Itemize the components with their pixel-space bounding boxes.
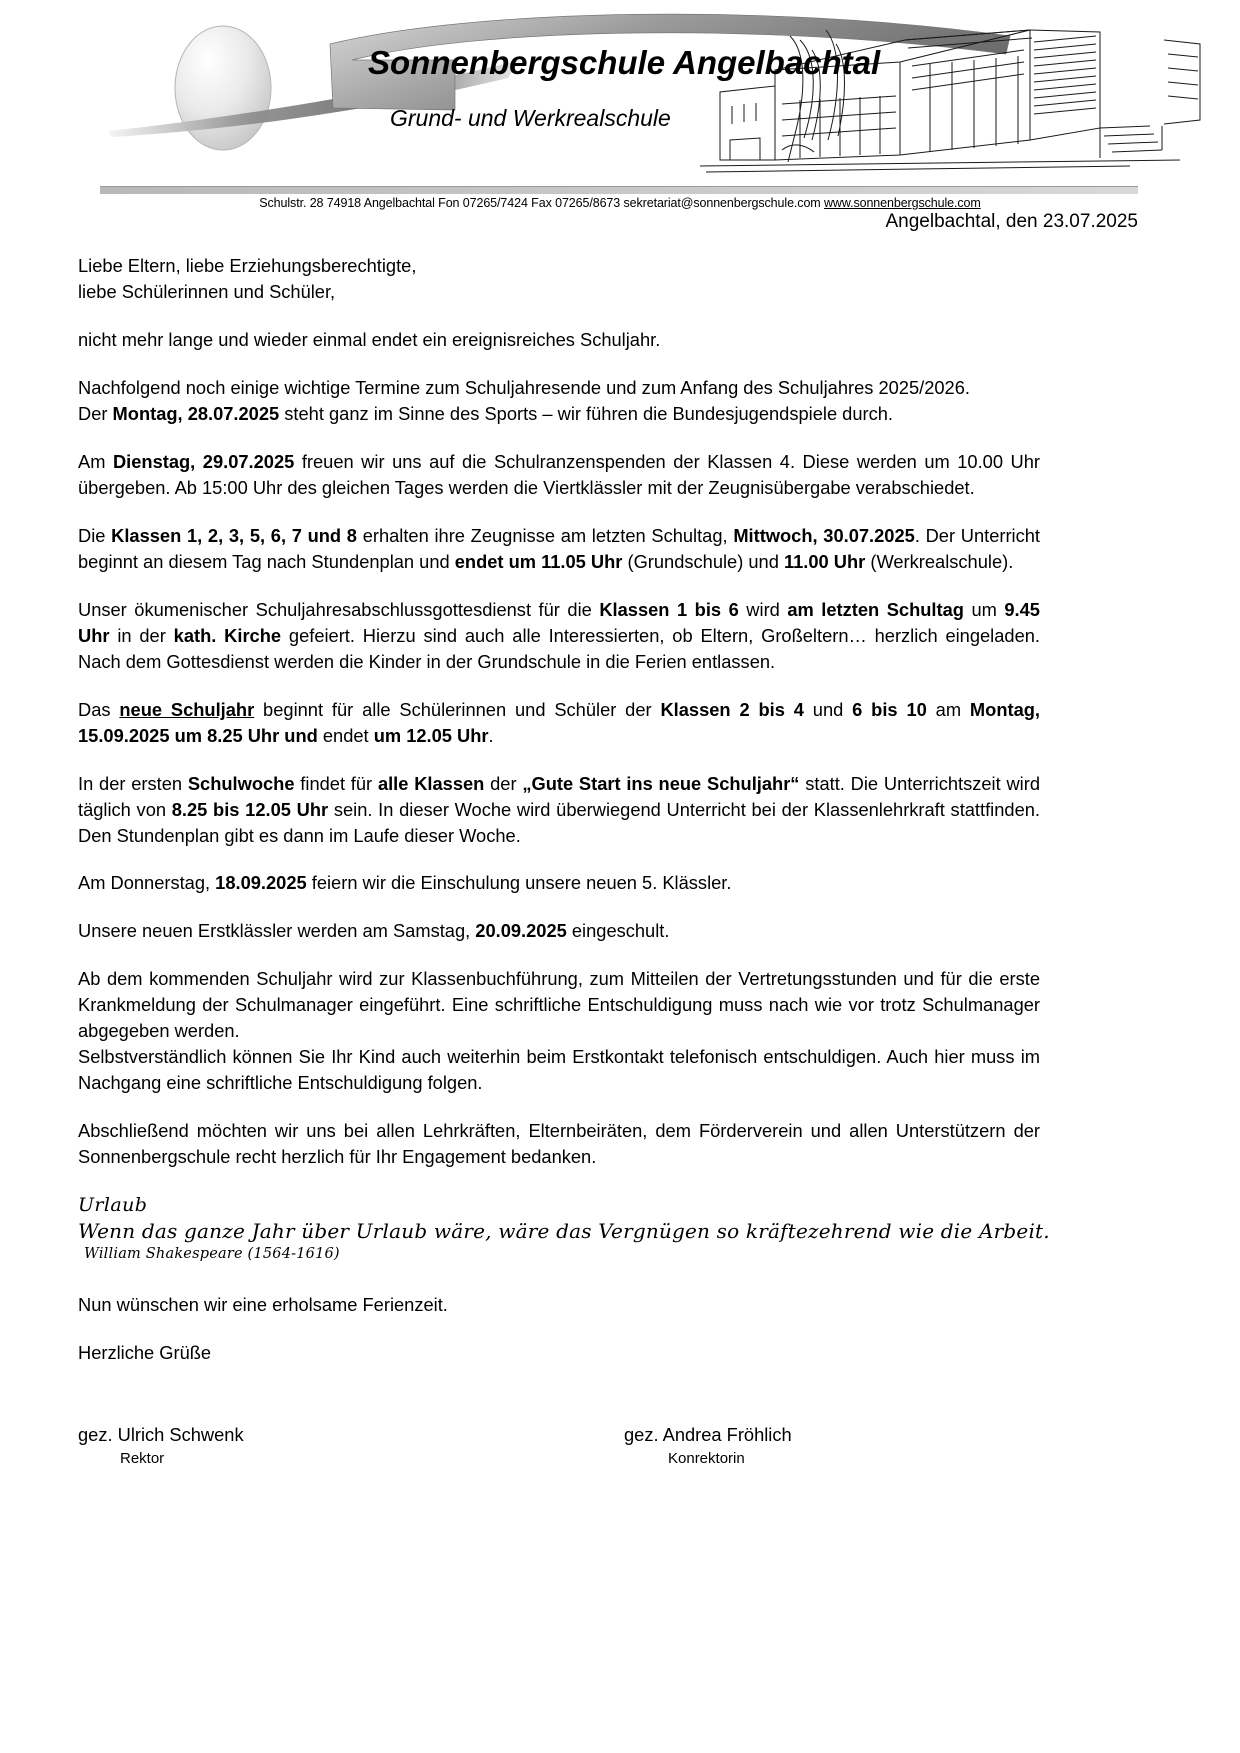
text-fragment: am xyxy=(926,698,970,720)
paragraph-gottesdienst xyxy=(78,597,1040,675)
school-subtitle-text: Grund- und Werkrealschule xyxy=(390,105,671,131)
paragraph-montag xyxy=(78,401,1040,427)
text-fragment: Am xyxy=(78,450,113,472)
spacer xyxy=(78,353,1040,375)
paragraph-schulmanager-1: Ab dem kommenden Schuljahr wird zur Klassenbuchführung, zum Mitteilen der Vertretungsstunden und für die erste Krankmeldung der Schulmanager eingeführt. Eine schriftliche Entschuldigung muss nach wie vor trotz Schulmanager abgegeben werden. xyxy=(78,968,1040,1042)
text-fragment: und xyxy=(803,698,853,720)
salutation-line-2: liebe Schülerinnen und Schüler, xyxy=(78,280,336,302)
text-fragment: In der ersten xyxy=(78,772,188,794)
bold-klassen-6-10: 6 bis 10 xyxy=(852,698,927,720)
paragraph-dank: Abschließend möchten wir uns bei allen Lehrkräften, Elternbeiräten, dem Förderverein und allen Unterstützern der Sonnenbergschule recht herzlich für Ihr Engagement bedanken. xyxy=(78,1120,1040,1168)
spacer xyxy=(78,501,1040,523)
paragraph-dienstag xyxy=(78,449,1040,501)
text-fragment: (Grundschule) und xyxy=(622,550,784,572)
salutation-line-1: Liebe Eltern, liebe Erziehungsberechtigte, xyxy=(78,255,417,276)
letterhead xyxy=(0,0,1240,180)
spacer xyxy=(78,896,1040,918)
bold-kirche: kath. Kirche xyxy=(173,624,282,646)
school-logo-graphic xyxy=(0,0,1240,180)
text-fragment: (Werkrealschule). xyxy=(865,550,1014,572)
bold-alle-klassen: alle Klassen xyxy=(377,772,485,794)
signature-name: gez. Ulrich Schwenk xyxy=(78,1424,244,1446)
quote-title: Urlaub xyxy=(78,1194,148,1217)
signature-role: Konrektorin xyxy=(668,1450,745,1468)
spacer xyxy=(78,675,1040,697)
bold-start-montag: Montag, 15.09.2025 um 8.25 Uhr und xyxy=(78,698,1040,746)
text-fragment: in der xyxy=(109,624,174,646)
text-fragment: . Der Unterricht beginnt an diesem Tag nach Stundenplan und xyxy=(78,524,1041,572)
paragraph-einschulung-1 xyxy=(78,918,1040,944)
signature-role: Rektor xyxy=(120,1450,165,1468)
spacer xyxy=(78,1262,1040,1292)
spacer xyxy=(78,944,1040,966)
bold-unterrichtszeit: 8.25 bis 12.05 Uhr xyxy=(171,798,329,820)
text-fragment: gefeiert. Hierzu sind auch alle Interessierten, ob Eltern, Großeltern… herzlich eingeladen. Nach dem Gottesdienst werden die Kinder in der Grundschule in die Ferien entlassen. xyxy=(78,624,1040,672)
paragraph-einschulung-5 xyxy=(78,870,1040,896)
paragraph-intro: nicht mehr lange und wieder einmal endet ein ereignisreiches Schuljahr. xyxy=(78,328,661,350)
text-fragment: erhalten ihre Zeugnisse am letzten Schultag, xyxy=(356,524,734,546)
bold-date-montag: Montag, 28.07.2025 xyxy=(112,402,280,424)
bold-klassen-2-4: Klassen 2 bis 4 xyxy=(660,698,804,720)
text-fragment: wird xyxy=(738,598,788,620)
text-fragment: sein. In dieser Woche wird überwiegend Unterricht bei der Klassenlehrkraft stattfinden. Den Stundenplan gibt es dann im Laufe dieser Woche. xyxy=(78,798,1040,846)
spacer xyxy=(78,1318,1040,1340)
spacer xyxy=(78,749,1040,771)
signature-name: gez. Andrea Fröhlich xyxy=(624,1424,792,1446)
date-line: Angelbachtal, den 23.07.2025 xyxy=(885,211,1138,232)
text-fragment: statt. Die Unterrichtszeit wird täglich von xyxy=(78,772,1040,820)
paragraph-termine: Nachfolgend noch einige wichtige Termine zum Schuljahresende und zum Anfang des Schuljahres 2025/2026. xyxy=(78,376,970,398)
text-fragment: Der xyxy=(78,402,113,424)
bold-klassen-1-6: Klassen 1 bis 6 xyxy=(599,598,739,620)
text-fragment: Die xyxy=(78,524,112,546)
text-fragment: beginnt für alle Schülerinnen und Schüler der xyxy=(254,698,661,720)
spacer xyxy=(78,1096,1040,1118)
paragraph-schulmanager-2: Selbstverständlich können Sie Ihr Kind auch weiterhin beim Erstkontakt telefonisch entschuldigen. Auch hier muss im Nachgang eine schriftliche Entschuldigung folgen. xyxy=(78,1046,1040,1094)
text-fragment: Das xyxy=(78,698,120,720)
letter-body xyxy=(78,253,1050,1484)
quote-block xyxy=(78,1194,1050,1263)
quote-author: William Shakespeare (1564-1616) xyxy=(84,1246,340,1263)
text-fragment: Am Donnerstag, xyxy=(78,872,216,894)
text-fragment: steht ganz im Sinne des Sports – wir führen die Bundesjugendspiele durch. xyxy=(279,402,893,424)
signature-block xyxy=(78,1424,1040,1484)
spacer xyxy=(78,427,1040,449)
text-fragment: . xyxy=(488,724,494,746)
school-website-link[interactable]: www.sonnenbergschule.com xyxy=(823,196,981,210)
school-name-text: Sonnenbergschule Angelbachtal xyxy=(368,44,881,81)
bold-projekt-titel: „Gute Start ins neue Schuljahr“ xyxy=(522,772,800,794)
signature-rektor xyxy=(78,1424,244,1467)
spacer xyxy=(78,575,1040,597)
bold-date-dienstag: Dienstag, 29.07.2025 xyxy=(112,450,295,472)
bold-endzeit-grundschule: endet um 11.05 Uhr xyxy=(454,550,623,572)
signature-konrektorin xyxy=(624,1424,792,1467)
text-fragment: eingeschult. xyxy=(566,920,670,942)
text-fragment: Unsere neuen Erstklässler werden am Samstag, xyxy=(78,920,476,942)
text-fragment: feiern wir die Einschulung unsere neuen 5. Klässler. xyxy=(306,872,732,894)
paragraph-neues-schuljahr xyxy=(78,697,1040,749)
paragraph-wunsch: Nun wünschen wir eine erholsame Ferienzeit. xyxy=(78,1294,448,1316)
spacer xyxy=(78,848,1040,870)
bold-datum-einschulung-1: 20.09.2025 xyxy=(475,920,567,942)
contact-address-line xyxy=(0,196,1240,210)
bold-date-mittwoch: Mittwoch, 30.07.2025 xyxy=(733,524,915,546)
text-fragment: Unser ökumenischer Schuljahresabschlussgottesdienst für die xyxy=(78,598,600,620)
text-fragment: der xyxy=(484,772,523,794)
text-fragment: freuen wir uns auf die Schulranzenspenden der Klassen 4. Diese werden um 10.00 Uhr übergeben. Ab 15:00 Uhr des gleichen Tages werden die Viertklässler mit der Zeugnisübergabe verabschiedet. xyxy=(78,450,1040,498)
bold-klassen-list: Klassen 1, 2, 3, 5, 6, 7 und 8 xyxy=(111,524,357,546)
contact-address-text: Schulstr. 28 74918 Angelbachtal Fon 07265/7424 Fax 07265/8673 sekretariat@sonnenbergschule.com xyxy=(259,196,821,210)
paragraph-gruss: Herzliche Grüße xyxy=(78,1342,212,1364)
bold-uhrzeit-gottesdienst: 9.45 Uhr xyxy=(78,598,1040,646)
spacer xyxy=(78,305,1040,327)
bold-ende-uhrzeit: um 12.05 Uhr xyxy=(373,724,489,746)
bold-schulwoche: Schulwoche xyxy=(187,772,295,794)
text-fragment: um xyxy=(963,598,1005,620)
text-fragment: endet xyxy=(317,724,374,746)
paragraph-erste-schulwoche xyxy=(78,771,1040,849)
bold-letzter-schultag: am letzten Schultag xyxy=(787,598,964,620)
text-fragment: findet für xyxy=(294,772,378,794)
paragraph-zeugnisse xyxy=(78,523,1040,575)
quote-text: Wenn das ganze Jahr über Urlaub wäre, wäre das Vergnügen so kräftezehrend wie die Arbeit. xyxy=(78,1219,1050,1244)
header-divider-bar xyxy=(100,186,1138,194)
bold-endzeit-werkrealschule: 11.00 Uhr xyxy=(783,550,866,572)
bold-underline-neue-schuljahr: neue Schuljahr xyxy=(119,698,255,720)
bold-datum-einschulung-5: 18.09.2025 xyxy=(215,872,307,894)
